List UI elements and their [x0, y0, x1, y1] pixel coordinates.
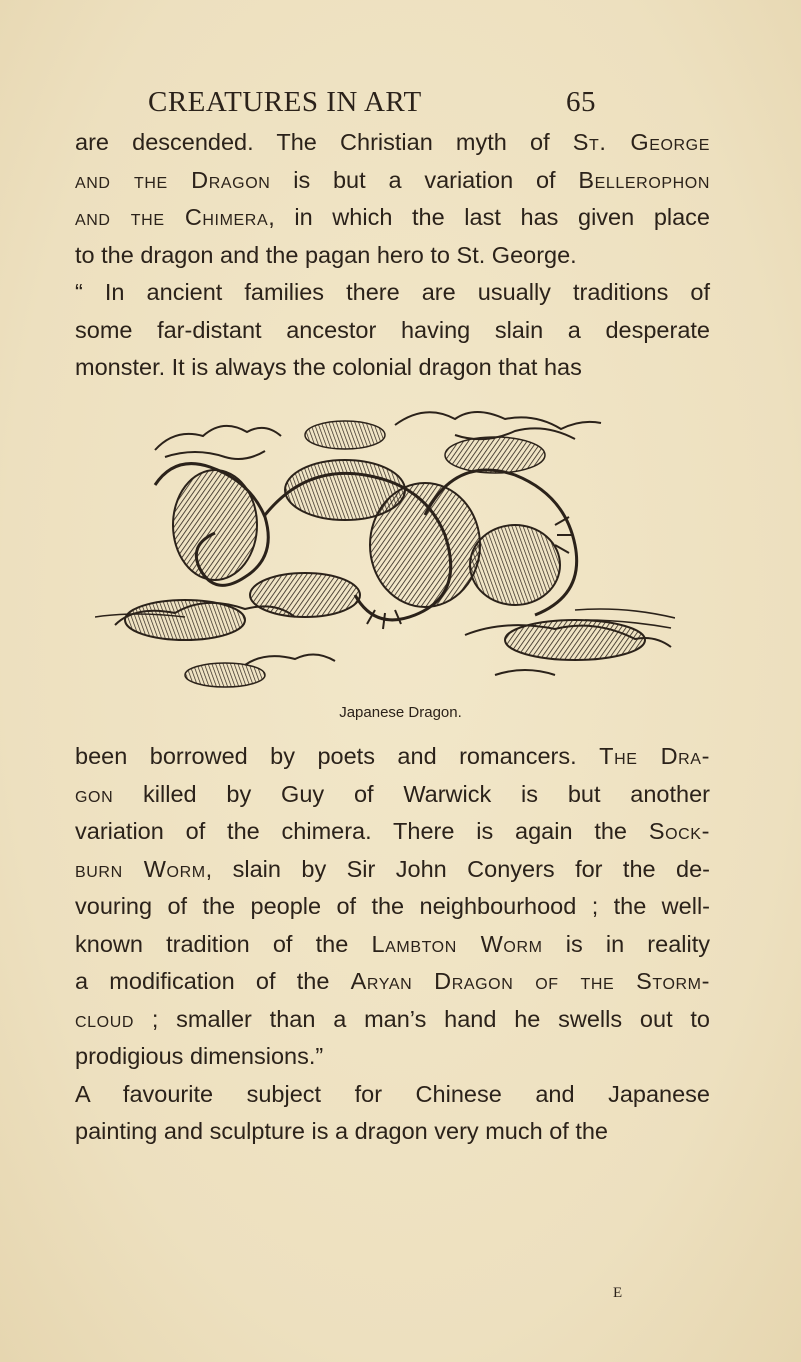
figure-caption: Japanese Dragon. [339, 704, 462, 721]
text-line [75, 349, 710, 387]
text-line [75, 851, 710, 889]
text-line [75, 312, 710, 350]
text-line [75, 274, 710, 312]
text-line [75, 199, 710, 237]
text-line [75, 926, 710, 964]
text-line [75, 1001, 710, 1039]
text-run: is but a variation of [270, 166, 579, 193]
text-run: is in reality [542, 930, 710, 957]
small-caps-run: and the Dragon [75, 166, 271, 193]
small-caps-run: cloud [75, 1005, 135, 1032]
text-line [75, 162, 710, 200]
text-run: painting and sculpture is a dragon very much of the [75, 1118, 608, 1144]
text-line [75, 1076, 710, 1114]
text-line [75, 237, 710, 275]
small-caps-run: Lambton Worm [371, 930, 543, 957]
japanese-dragon-illustration [95, 395, 675, 695]
text-run: some far-distant ancestor having slain a desperate [75, 316, 710, 343]
text-run: A favourite subject for Chinese and Japanese [75, 1080, 710, 1107]
text-run: variation of the chimera. There is again the [75, 818, 649, 844]
small-caps-run: and the Chimera [75, 204, 269, 230]
text-line [75, 888, 710, 926]
text-line [75, 124, 710, 162]
small-caps-run: St. George [572, 129, 710, 155]
text-run: a modification of the [75, 968, 351, 994]
text-run: ; smaller than a man’s hand he swells out to [134, 1005, 710, 1032]
text-run: , slain by Sir John Conyers for the de- [205, 855, 710, 882]
text-run: been borrowed by poets and romancers. [75, 743, 600, 769]
text-line [75, 1038, 710, 1076]
text-run: , in which the last has given place [268, 204, 710, 230]
running-title: CREATURES IN ART [148, 86, 422, 118]
body-text-top [75, 124, 710, 387]
small-caps-run: burn Worm [75, 855, 206, 882]
text-run: known tradition of the [75, 930, 372, 957]
figure-japanese-dragon [95, 395, 675, 695]
text-line [75, 963, 710, 1001]
text-run: vouring of the people of the neighbourhood ; the well- [75, 893, 710, 919]
small-caps-run: gon [75, 780, 114, 807]
text-run: “ In ancient families there are usually traditions of [75, 279, 710, 305]
small-caps-run: Bellerophon [578, 166, 710, 193]
text-line [75, 1113, 710, 1151]
text-line [75, 738, 710, 776]
page-number: 65 [566, 86, 596, 118]
text-run: prodigious dimensions.” [75, 1043, 324, 1069]
text-run: are descended. The Christian myth of [75, 129, 573, 155]
text-line [75, 776, 710, 814]
small-caps-run: Aryan Dragon of the Storm- [350, 968, 710, 994]
text-run: killed by Guy of Warwick is but another [113, 780, 710, 807]
body-text-bottom [75, 738, 710, 1151]
text-line [75, 813, 710, 851]
small-caps-run: Sock- [648, 818, 710, 844]
text-run: monster. It is always the colonial dragon that has [75, 354, 582, 380]
text-run: to the dragon and the pagan hero to St. George. [75, 241, 577, 268]
signature-mark: E [613, 1285, 623, 1301]
small-caps-run: The Dra- [599, 743, 710, 769]
